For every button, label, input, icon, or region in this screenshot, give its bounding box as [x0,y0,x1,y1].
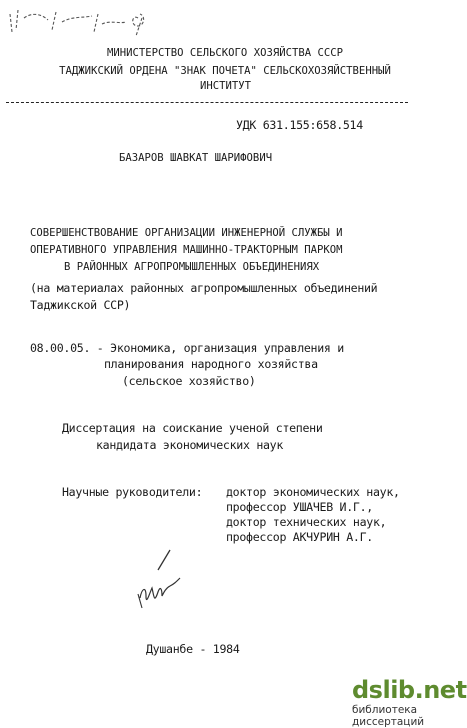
header-divider [6,102,408,103]
dissertation-line1: Диссертация на соискание ученой степени [62,421,323,435]
handwritten-mark-top [2,4,162,38]
watermark-tagline: библиотека диссертаций [352,704,425,728]
institute-name-line1: ТАДЖИКСКИЙ ОРДЕНА "ЗНАК ПОЧЕТА" СЕЛЬСКОХОЗЯЙСТВЕННЫЙ [59,65,391,77]
supervisors-label: Научные руководители: [62,485,203,499]
udk-code: УДК 631.155:658.514 [236,118,363,132]
specialty-code-line: 08.00.05. - Экономика, организация управления и [30,341,344,355]
dissertation-line2: кандидата экономических наук [96,438,284,452]
thesis-title-line3: В РАЙОННЫХ АГРОПРОМЫШЛЕННЫХ ОБЪЕДИНЕНИЯХ [64,261,320,273]
thesis-title-line1: СОВЕРШЕНСТВОВАНИЕ ОРГАНИЗАЦИИ ИНЖЕНЕРНОЙ СЛУЖБЫ И [30,227,343,239]
city-year: Душанбе - 1984 [146,642,240,656]
thesis-subtitle-line1: (на материалах районных агропромышленных объединений [30,281,378,295]
thesis-title-line2: ОПЕРАТИВНОГО УПРАВЛЕНИЯ МАШИННО-ТРАКТОРНЫМ ПАРКОМ [30,244,343,256]
specialty-line3: (сельское хозяйство) [122,374,256,388]
handwritten-signature [130,548,190,618]
author-name: БАЗАРОВ ШАВКАТ ШАРИФОВИЧ [119,152,273,164]
ministry-name: МИНИСТЕРСТВО СЕЛЬСКОГО ХОЗЯЙСТВА СССР [107,47,343,59]
supervisor-line1: доктор экономических наук, [226,485,400,499]
thesis-subtitle-line2: Таджикской ССР) [30,298,131,312]
specialty-line2: планирования народного хозяйства [104,357,318,371]
institute-name-line2: ИНСТИТУТ [200,80,252,92]
supervisor-line3: доктор технических наук, [226,515,387,529]
supervisor-line2: профессор УШАЧЕВ И.Г., [226,500,373,514]
watermark-logo: dslib.net [352,676,467,704]
supervisor-line4: профессор АКЧУРИН А.Г. [226,530,373,544]
